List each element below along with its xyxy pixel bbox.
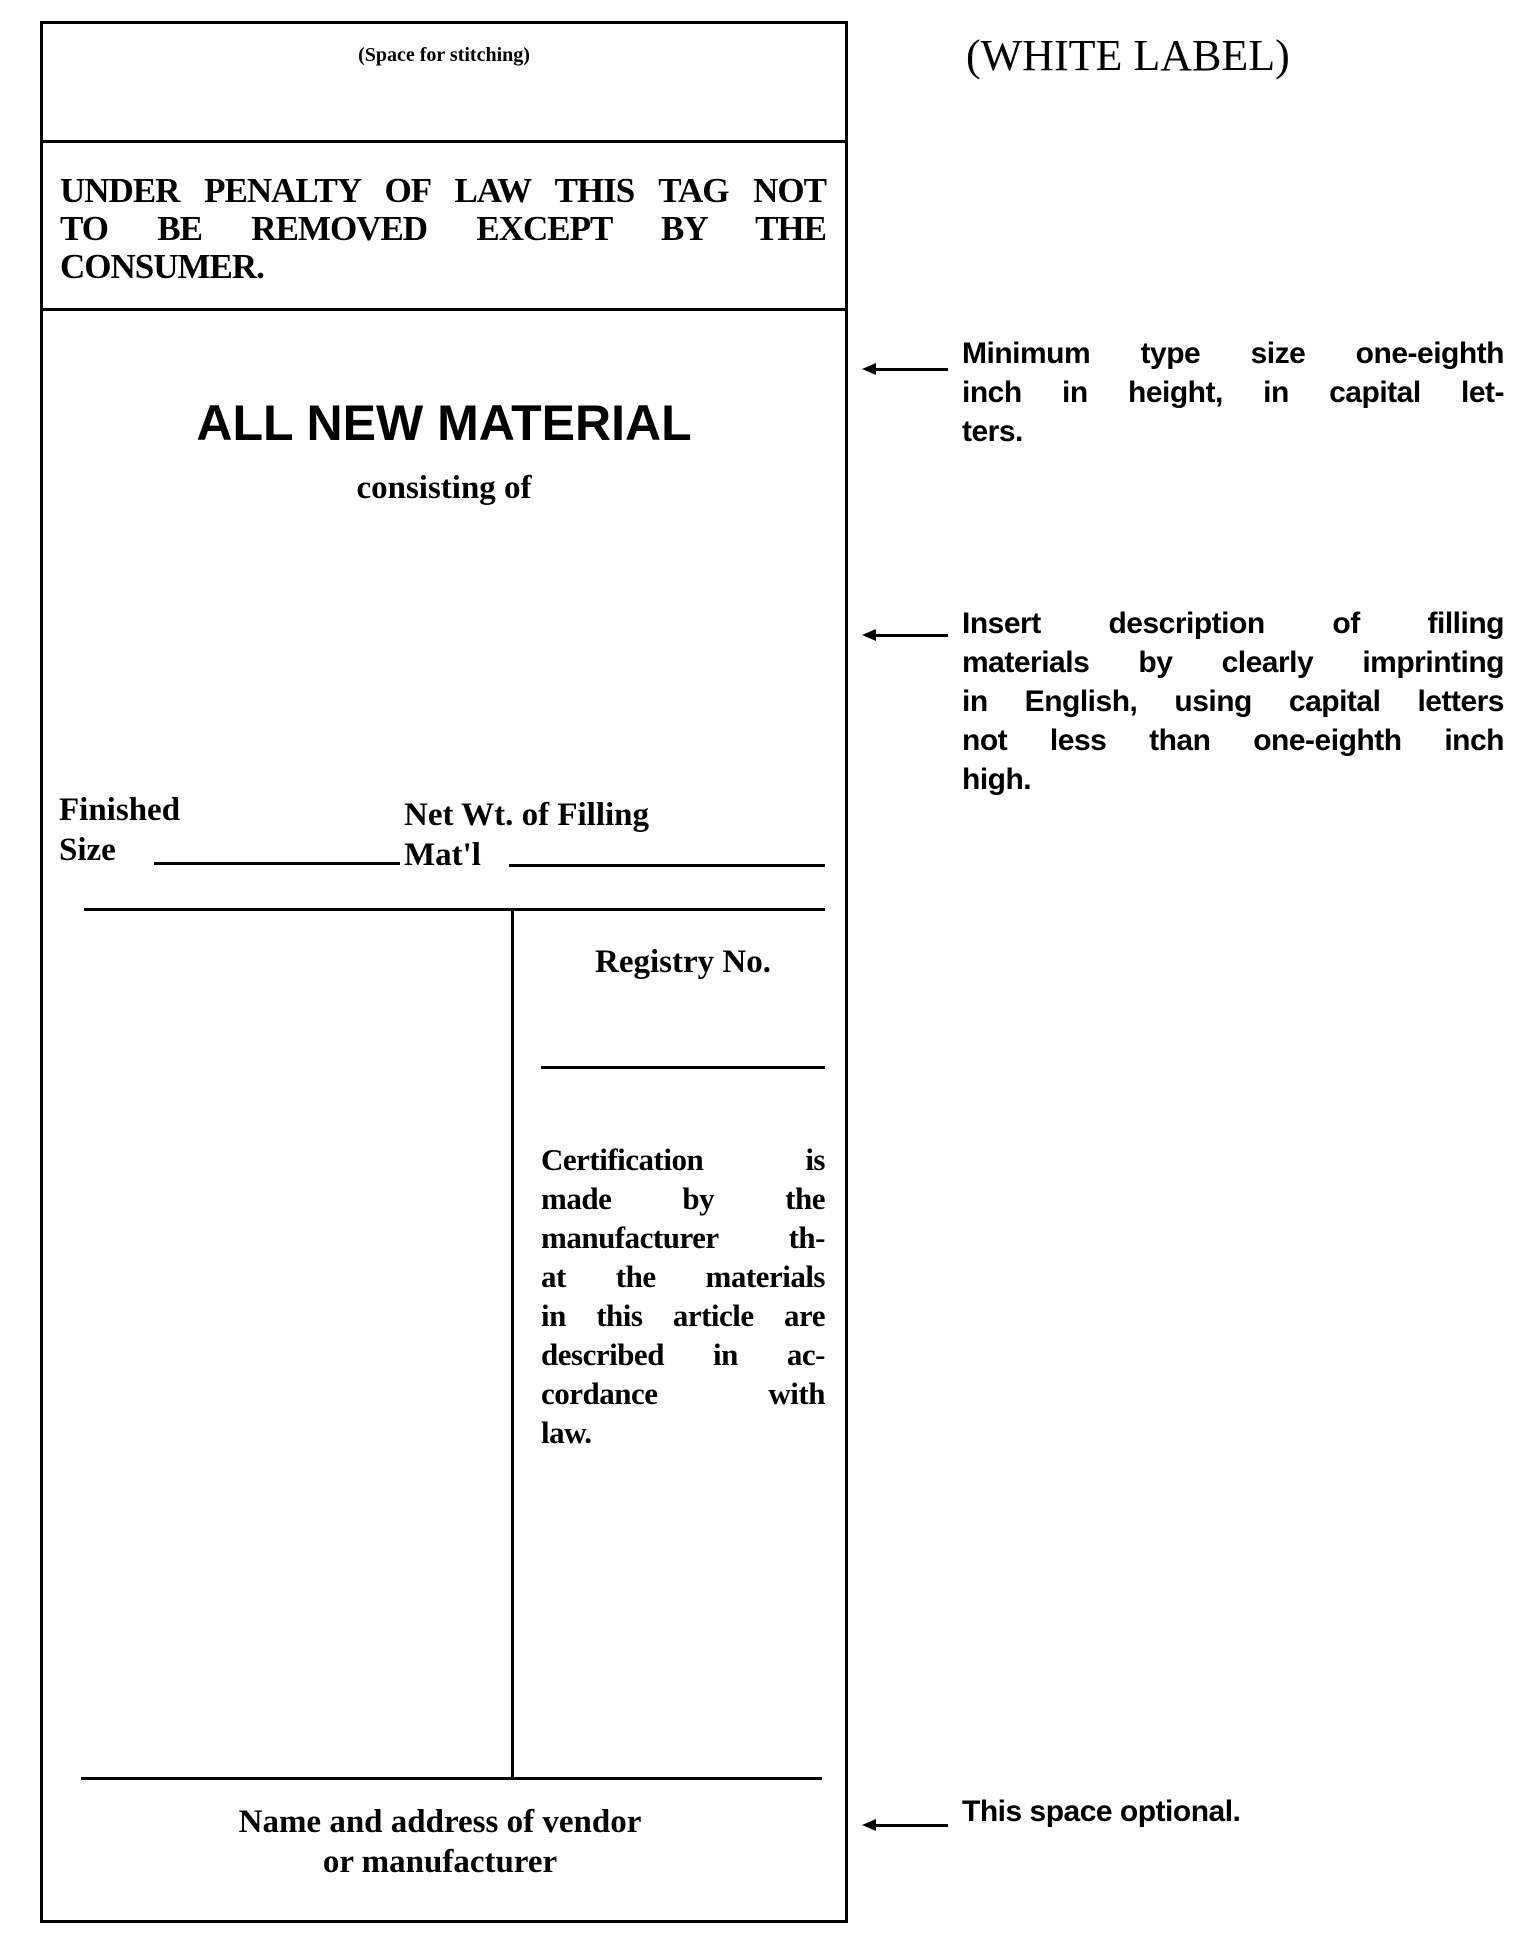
divider — [81, 1777, 822, 1780]
size-field-line — [154, 862, 400, 865]
note-line: materials by clearly imprinting — [962, 646, 1504, 679]
note-line: This space optional. — [962, 1795, 1241, 1828]
penalty-notice — [60, 172, 826, 286]
column-divider — [511, 910, 514, 1778]
penalty-line: TO BE REMOVED EXCEPT BY THE — [60, 209, 826, 248]
divider — [84, 908, 825, 911]
arrow-left-icon — [866, 368, 948, 371]
penalty-line: CONSUMER. — [60, 247, 264, 286]
arrow-left-icon — [866, 634, 948, 637]
arrow-left-icon — [866, 1824, 948, 1827]
cert-line: in this article are — [541, 1298, 825, 1333]
net-weight-label: Net Wt. of Filling — [404, 797, 650, 833]
matl-label: Mat'l — [404, 837, 481, 873]
note-line: Minimum type size one-eighth — [962, 337, 1504, 370]
note-line: ters. — [962, 415, 1023, 448]
annotation-filling-description — [962, 604, 1504, 799]
finished-label: Finished — [59, 792, 181, 828]
cert-line: at the materials — [541, 1259, 825, 1294]
annotation-type-size — [962, 334, 1504, 451]
registry-field-line — [541, 1066, 825, 1069]
cert-line: made by the — [541, 1181, 825, 1216]
tag-title: ALL NEW MATERIAL — [196, 395, 692, 451]
stitching-space-label: (Space for stitching) — [358, 44, 530, 66]
note-line: Insert description of filling — [962, 607, 1504, 640]
certification-text — [541, 1140, 825, 1452]
cert-line: cordance with — [541, 1376, 825, 1411]
note-line: in English, using capital letters — [962, 685, 1504, 718]
cert-line: described in ac- — [541, 1337, 825, 1372]
registry-label: Registry No. — [595, 944, 771, 980]
note-line: high. — [962, 763, 1032, 796]
tag-subtitle: consisting of — [356, 470, 532, 506]
penalty-line: UNDER PENALTY OF LAW THIS TAG NOT — [60, 171, 826, 210]
vendor-line: Name and address of vendor — [238, 1804, 642, 1840]
white-label-heading: (WHITE LABEL) — [966, 31, 1290, 80]
cert-line: Certification is — [541, 1142, 825, 1177]
cert-line: manufacturer th- — [541, 1220, 825, 1255]
divider — [40, 308, 848, 311]
annotation-optional-space — [962, 1792, 1504, 1831]
cert-line: law. — [541, 1415, 592, 1450]
net-weight-field-line — [509, 864, 825, 867]
note-line: not less than one-eighth inch — [962, 724, 1504, 757]
divider — [40, 140, 848, 143]
vendor-line: or manufacturer — [322, 1844, 558, 1880]
size-label: Size — [59, 832, 116, 868]
note-line: inch in height, in capital let- — [962, 376, 1504, 409]
